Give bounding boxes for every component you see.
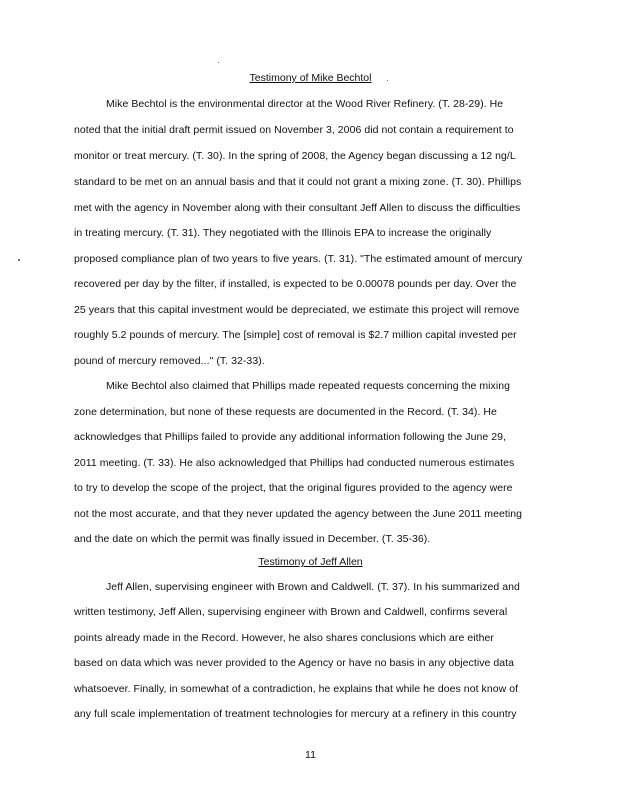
body-line: Mike Bechtol is the environmental director at the Wood River Refinery. (T. 28-29). He	[106, 98, 504, 110]
scan-speck	[18, 259, 20, 261]
body-line: zone determination, but none of these requests are documented in the Record. (T. 34). He	[74, 406, 497, 418]
body-line: whatsoever. Finally, in somewhat of a contradiction, he explains that while he does not know of	[74, 683, 519, 695]
heading-mike-bechtol: Testimony of Mike Bechtol	[249, 72, 372, 84]
body-line: not the most accurate, and that they never updated the agency between the June 2011 meeting	[74, 508, 522, 520]
body-line: points already made in the Record. However, he also shares conclusions which are either	[74, 632, 494, 644]
body-line: any full scale implementation of treatment technologies for mercury at a refinery in this country	[74, 708, 517, 720]
body-line: proposed compliance plan of two years to five years. (T. 31). "The estimated amount of mercury	[74, 253, 523, 265]
scan-speck	[218, 62, 219, 63]
body-line: 2011 meeting. (T. 33). He also acknowledged that Phillips had conducted numerous estimates	[74, 457, 515, 469]
body-line: pound of mercury removed..." (T. 32-33).	[74, 355, 265, 367]
body-line: roughly 5.2 pounds of mercury. The [simple] cost of removal is $2.7 million capital invested per	[74, 329, 517, 341]
body-line: and the date on which the permit was finally issued in December. (T. 35-36).	[74, 533, 431, 545]
body-line: Jeff Allen, supervising engineer with Brown and Caldwell. (T. 37). In his summarized and	[106, 581, 520, 593]
page-number: 11	[305, 749, 316, 761]
body-line: Mike Bechtol also claimed that Phillips made repeated requests concerning the mixing	[106, 380, 510, 392]
body-line: monitor or treat mercury. (T. 30). In the spring of 2008, the Agency began discussing a 12 ng/L	[74, 150, 516, 162]
body-line: written testimony, Jeff Allen, supervising engineer with Brown and Caldwell, confirms several	[74, 606, 508, 618]
body-line: based on data which was never provided to the Agency or have no basis in any objective data	[74, 657, 514, 669]
body-line: in treating mercury. (T. 31). They negotiated with the Illinois EPA to increase the originally	[74, 227, 492, 239]
body-line: acknowledges that Phillips failed to provide any additional information following the June 29,	[74, 431, 506, 443]
body-line: recovered per day by the filter, if installed, is expected to be 0.00078 pounds per day. Over the	[74, 278, 517, 290]
body-line: noted that the initial draft permit issued on November 3, 2006 did not contain a requirement to	[74, 124, 514, 136]
body-line: 25 years that this capital investment would be depreciated, we estimate this project will remove	[74, 304, 520, 316]
body-line: to try to develop the scope of the project, that the original figures provided to the agency were	[74, 482, 513, 494]
heading-jeff-allen: Testimony of Jeff Allen	[258, 556, 363, 568]
body-line: standard to be met on an annual basis and that it could not grant a mixing zone. (T. 30). Phillips	[74, 176, 522, 188]
body-line: met with the agency in November along with their consultant Jeff Allen to discuss the difficulties	[74, 202, 521, 214]
